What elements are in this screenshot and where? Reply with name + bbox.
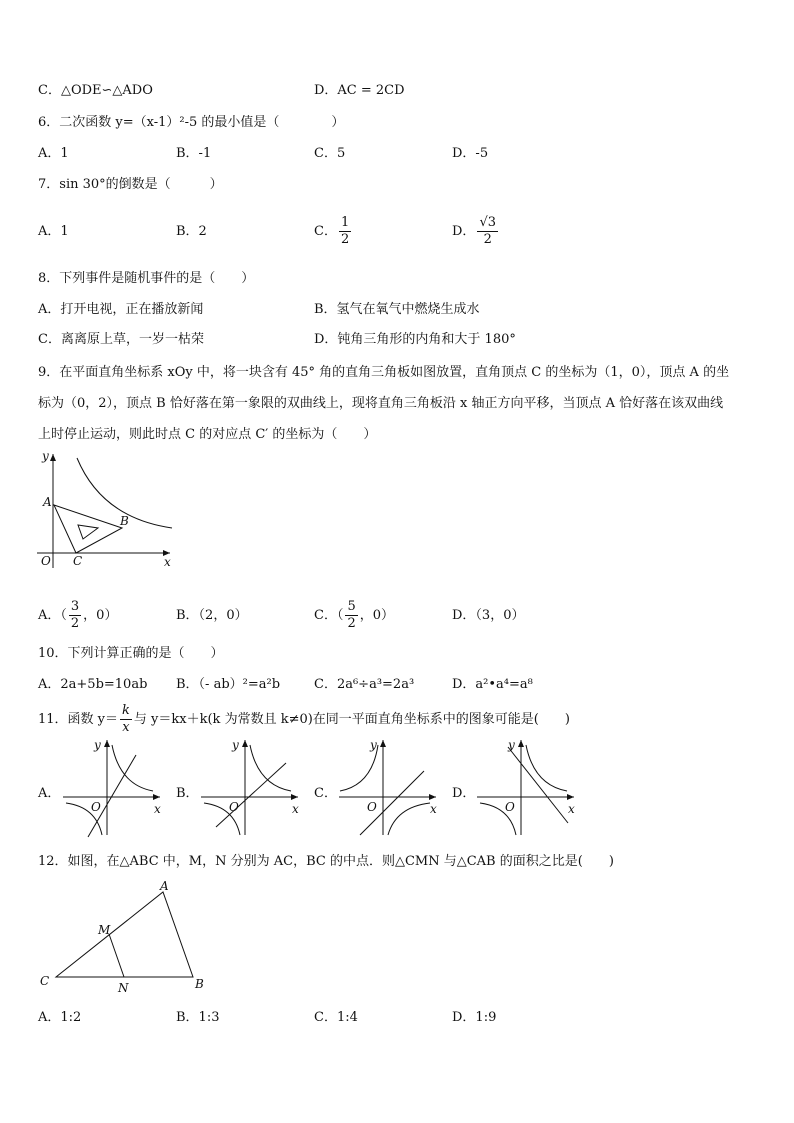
fraction-denominator: 2 — [483, 232, 492, 247]
y-axis-arrow-icon — [242, 740, 248, 747]
q6-option-d: D．-5 — [452, 146, 489, 161]
triangle-inner-hole — [78, 525, 98, 539]
q7-option-d-label: D． — [452, 224, 476, 239]
q9-stem-line2: 标为（0，2），顶点 B 恰好落在第一象限的双曲线上，现将直角三角板沿 x 轴正方向平移，当顶点 A 恰好落在该双曲线 — [38, 396, 724, 411]
label-n: N — [118, 981, 129, 995]
q12-option-c: C．1:4 — [314, 1010, 358, 1025]
q11-option-b-label: B． — [176, 786, 199, 801]
q7-stem: 7．sin 30°的倒数是（ ） — [38, 177, 223, 192]
hyperbola-branch-1 — [250, 745, 291, 791]
hyperbola-branch-1 — [112, 745, 153, 791]
fraction-numerator: 3 — [70, 599, 80, 614]
q8-stem: 8．下列事件是随机事件的是（ ） — [38, 271, 255, 286]
q8-option-a: A．打开电视，正在播放新闻 — [38, 302, 204, 317]
q5-option-c: C．△ODE∽△ADO — [38, 83, 153, 98]
fraction-numerator: √3 — [479, 215, 496, 230]
y-axis-arrow-icon — [518, 740, 524, 747]
x-axis-arrow-icon — [153, 794, 160, 800]
q9-option-b: B．（2，0） — [176, 608, 248, 623]
hyperbola-branch-2 — [388, 803, 430, 835]
q11-stem-prefix: 11．函数 y＝ — [38, 712, 119, 727]
label-y: y — [42, 449, 49, 463]
q9-option-c-fraction — [345, 599, 357, 632]
q9-option-a — [38, 597, 117, 635]
q11-option-c-label: C． — [314, 786, 337, 801]
q11-graph-a — [58, 735, 168, 840]
q12-stem: 12．如图，在△ABC 中，M，N 分别为 AC，BC 的中点．则△CMN 与△CAB 的面积之比是( ) — [38, 854, 614, 869]
label-y: y — [94, 738, 101, 752]
fraction-numerator: 1 — [340, 215, 350, 230]
q10-stem: 10．下列计算正确的是（ ） — [38, 646, 224, 661]
q7-option-c-label: C． — [314, 224, 337, 239]
label-x: x — [292, 802, 299, 816]
label-y: y — [508, 738, 515, 752]
y-axis-arrow-icon — [50, 454, 56, 461]
label-b: B — [120, 514, 129, 528]
q12-option-a: A．1:2 — [38, 1010, 82, 1025]
q7-option-c-fraction — [339, 215, 351, 248]
q12-option-b: B．1:3 — [176, 1010, 220, 1025]
label-o: O — [229, 800, 239, 814]
label-y: y — [232, 738, 239, 752]
label-x: x — [154, 802, 161, 816]
label-c: C — [40, 974, 50, 988]
q6-option-b: B．-1 — [176, 146, 212, 161]
triangle-abc — [56, 892, 193, 977]
q10-option-c: C．2a⁶÷a³=2a³ — [314, 677, 415, 692]
y-axis-arrow-icon — [380, 740, 386, 747]
option-suffix: ，0） — [83, 608, 118, 623]
option-suffix: ，0） — [359, 608, 395, 623]
triangle-abc — [54, 505, 122, 553]
label-o: O — [505, 800, 515, 814]
label-y: y — [370, 738, 377, 752]
q6-option-a: A．1 — [38, 146, 69, 161]
q11-option-a-label: A． — [38, 786, 61, 801]
q11-graph-d — [472, 735, 582, 840]
q9-option-c — [314, 597, 394, 635]
label-o: O — [91, 800, 101, 814]
q11-fraction — [120, 703, 132, 736]
q7-option-a: A．1 — [38, 224, 69, 239]
q11-option-d-label: D． — [452, 786, 476, 801]
fraction-denominator: 2 — [70, 616, 80, 631]
hyperbola-branch-1 — [526, 745, 567, 791]
q9-stem-line1: 9．在平面直角坐标系 xOy 中，将一块含有 45° 角的直角三角板如图放置，直角顶点 C 的坐标为（1，0），顶点 A 的坐 — [38, 365, 730, 380]
q9-stem-line3: 上时停止运动，则此时点 C 的对应点 C′ 的坐标为（ ） — [38, 427, 377, 442]
label-m: M — [98, 923, 111, 937]
fraction-denominator: 2 — [347, 616, 356, 631]
q12-option-d: D．1:9 — [452, 1010, 497, 1025]
q11-stem-suffix: 与 y＝kx＋k(k 为常数且 k≠0)在同一平面直角坐标系中的图象可能是( ) — [133, 712, 570, 727]
x-axis-arrow-icon — [291, 794, 298, 800]
q12-figure — [36, 880, 216, 1000]
fraction-numerator: 5 — [347, 599, 356, 614]
q9-figure — [32, 448, 182, 573]
label-a: A — [160, 879, 169, 893]
label-o: O — [367, 800, 377, 814]
q7-option-d — [452, 213, 500, 251]
q8-option-d: D．钝角三角形的内角和大于 180° — [314, 332, 516, 347]
q11-graph-b — [196, 735, 306, 840]
linear-function — [88, 755, 136, 837]
q5-option-d: D．AC = 2CD — [314, 83, 405, 98]
q10-option-a: A．2a+5b=10ab — [38, 677, 148, 692]
q7-option-b: B．2 — [176, 224, 207, 239]
q6-option-c: C．5 — [314, 146, 346, 161]
fraction-denominator: 2 — [340, 232, 350, 247]
x-axis-arrow-icon — [429, 794, 436, 800]
label-c: C — [73, 554, 83, 568]
q10-option-d: D．a²•a⁴=a⁸ — [452, 677, 533, 692]
linear-function — [508, 747, 568, 823]
q10-option-b: B．（- ab）²=a²b — [176, 677, 281, 692]
q11-graph-c — [334, 735, 444, 840]
label-a: A — [43, 495, 52, 509]
q8-option-c: C．离离原上草，一岁一枯荣 — [38, 332, 204, 347]
q9-option-d: D．（3，0） — [452, 608, 525, 623]
label-o: O — [41, 554, 51, 568]
q7-option-c — [314, 213, 353, 251]
label-b: B — [195, 977, 204, 991]
label-x: x — [568, 802, 575, 816]
fraction-denominator: x — [122, 720, 130, 735]
fraction-numerator: k — [122, 703, 130, 718]
option-prefix: A．（ — [38, 608, 67, 623]
q6-stem: 6．二次函数 y=（x-1）²-5 的最小值是（ ） — [38, 115, 345, 130]
option-prefix: C．（ — [314, 608, 344, 623]
q11-stem — [38, 701, 570, 739]
y-axis-arrow-icon — [104, 740, 110, 747]
q8-option-b: B．氢气在氧气中燃烧生成水 — [314, 302, 480, 317]
q9-option-a-fraction — [69, 599, 81, 632]
label-x: x — [164, 555, 171, 569]
x-axis-arrow-icon — [567, 794, 574, 800]
label-x: x — [430, 802, 437, 816]
segment-mn — [109, 934, 124, 977]
q7-option-d-fraction — [477, 215, 498, 248]
linear-function — [216, 763, 286, 827]
